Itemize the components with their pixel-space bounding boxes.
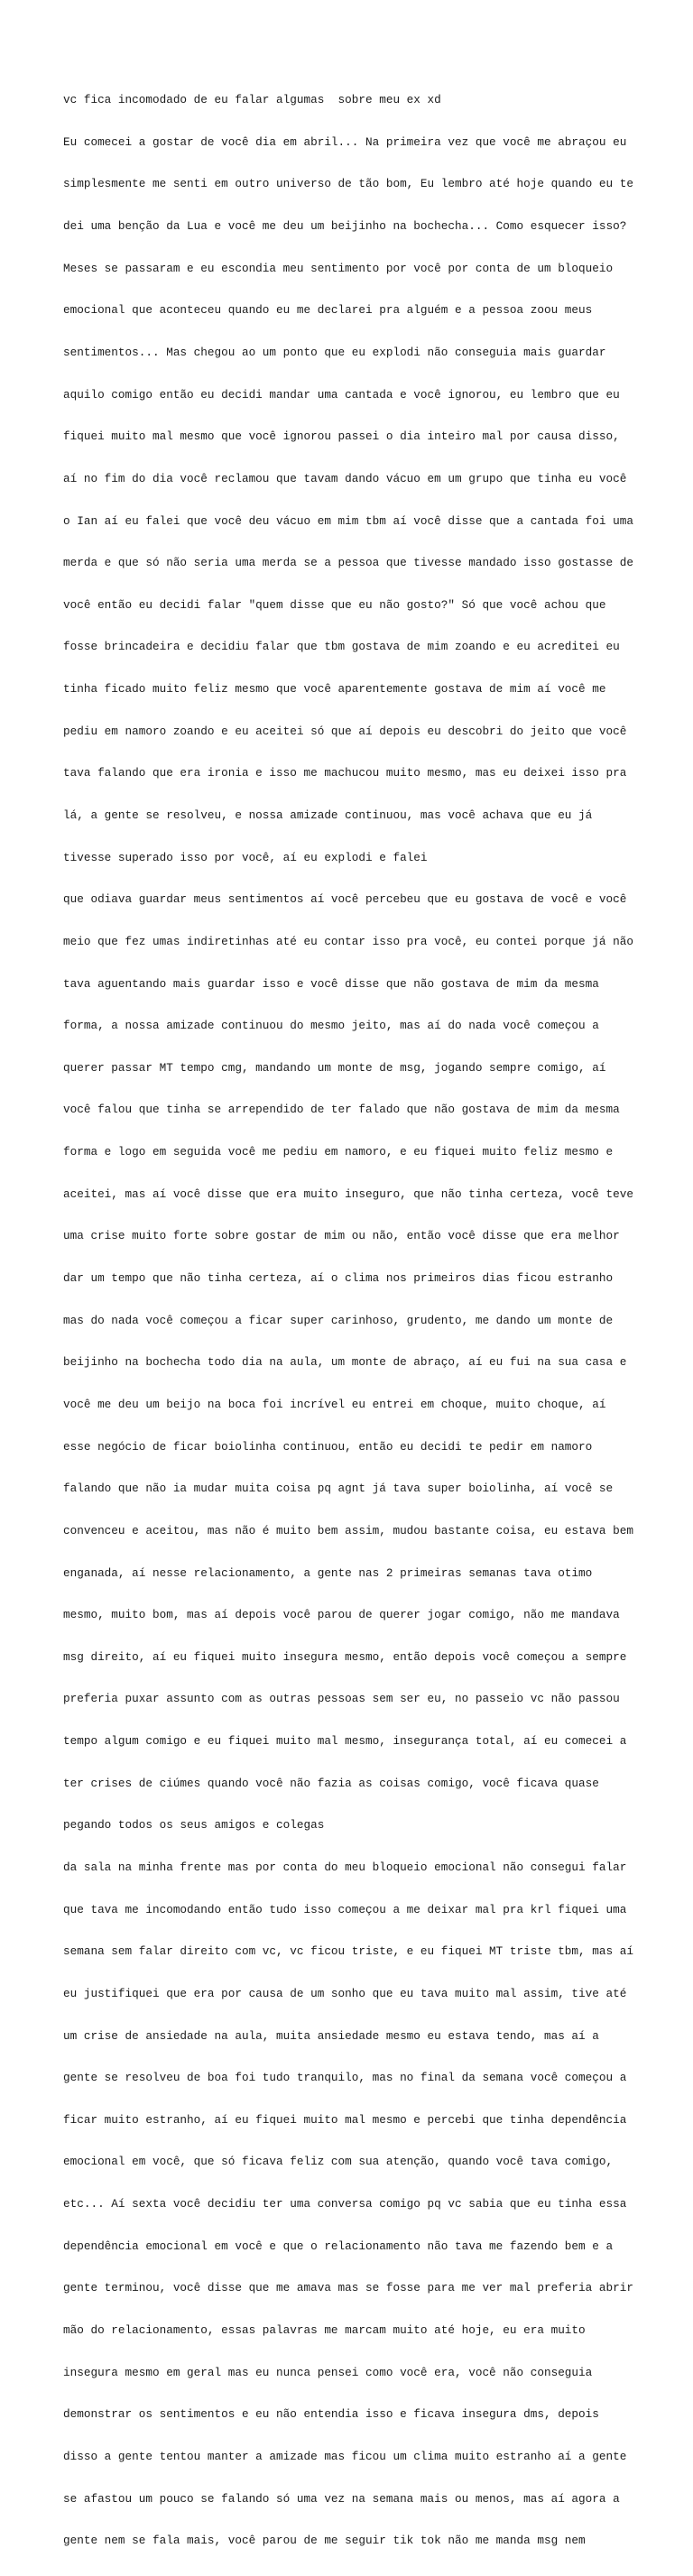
text-line: Meses se passaram e eu escondia meu sentimento por você por conta de um bloqueio <box>63 261 614 275</box>
text-line: msg direito, aí eu fiquei muito insegura mesmo, então depois você começou a sempre <box>63 1649 627 1664</box>
text-line: da sala na minha frente mas por conta do meu bloqueio emocional não consegui falar <box>63 1860 627 1874</box>
text-line: que odiava guardar meus sentimentos aí você percebeu que eu gostava de você e você <box>63 892 627 907</box>
text-line: você falou que tinha se arrependido de ter falado que não gostava de mim da mesma <box>63 1103 620 1117</box>
text-line: emocional em você, que só ficava feliz com sua atenção, quando você tava comigo, <box>63 2155 614 2169</box>
text-line: tinha ficado muito feliz mesmo que você aparentemente gostava de mim aí você me <box>63 682 606 697</box>
text-line: emocional que aconteceu quando eu me declarei pra alguém e a pessoa zoou meus <box>63 303 593 318</box>
text-line: beijinho na bochecha todo dia na aula, um monte de abraço, aí eu fui na sua casa e <box>63 1355 627 1370</box>
text-line: você então eu decidi falar "quem disse que eu não gosto?" Só que você achou que <box>63 597 606 612</box>
text-line: mão do relacionamento, essas palavras me marcam muito até hoje, eu era muito <box>63 2323 586 2338</box>
text-line: aceitei, mas aí você disse que era muito inseguro, que não tinha certeza, você teve <box>63 1186 633 1201</box>
text-line: gente terminou, você disse que me amava mas se fosse para me ver mal preferia abrir <box>63 2281 633 2295</box>
text-line: meio que fez umas indiretinhas até eu contar isso pra você, eu contei porque já não <box>63 934 633 948</box>
text-line: tempo algum comigo e eu fiquei muito mal mesmo, insegurança total, aí eu comecei a <box>63 1734 627 1749</box>
text-line: você me deu um beijo na boca foi incrível eu entrei em choque, muito choque, aí <box>63 1397 606 1411</box>
text-line: dar um tempo que não tinha certeza, aí o clima nos primeiros dias ficou estranho <box>63 1271 614 1286</box>
text-line: aí no fim do dia você reclamou que tavam dando vácuo em um grupo que tinha eu você <box>63 471 627 485</box>
text-line: gente se resolveu de boa foi tudo tranquilo, mas no final da semana você começou a <box>63 2071 627 2085</box>
text-line: ter crises de ciúmes quando você não fazia as coisas comigo, você ficava quase <box>63 1776 599 1790</box>
text-line: querer passar MT tempo cmg, mandando um monte de msg, jogando sempre comigo, aí <box>63 1060 606 1075</box>
text-line: fiquei muito mal mesmo que você ignorou passei o dia inteiro mal por causa disso, <box>63 429 620 444</box>
text-line: gente nem se fala mais, você parou de me seguir tik tok não me manda msg nem <box>63 2534 586 2548</box>
document-page <box>63 65 659 2576</box>
text-line: tava falando que era ironia e isso me machucou muito mesmo, mas eu deixei isso pra <box>63 766 627 780</box>
text-line: eu justifiquei que era por causa de um sonho que eu tava muito mal assim, tive até <box>63 1986 627 2000</box>
text-line: vc fica incomodado de eu falar algumas sobre meu ex xd <box>63 93 441 107</box>
text-line: preferia puxar assunto com as outras pessoas sem ser eu, no passeio vc não passou <box>63 1692 620 1706</box>
text-line: lá, a gente se resolveu, e nossa amizade continuou, mas você achava que eu já <box>63 808 593 822</box>
text-line: tava aguentando mais guardar isso e você disse que não gostava de mim da mesma <box>63 976 599 991</box>
text-line: esse negócio de ficar boiolinha continuou, então eu decidi te pedir em namoro <box>63 1439 593 1454</box>
document-body <box>63 65 659 2576</box>
text-line: fosse brincadeira e decidiu falar que tbm gostava de mim zoando e eu acreditei eu <box>63 640 620 654</box>
text-line: pediu em namoro zoando e eu aceitei só que aí depois eu descobri do jeito que você <box>63 724 627 738</box>
text-line: forma, a nossa amizade continuou do mesmo jeito, mas aí do nada você começou a <box>63 1019 599 1033</box>
text-line: falando que não ia mudar muita coisa pq agnt já tava super boiolinha, aí você se <box>63 1482 614 1496</box>
text-line: um crise de ansiedade na aula, muita ansiedade mesmo eu estava tendo, mas aí a <box>63 2028 599 2043</box>
text-line: merda e que só não seria uma merda se a pessoa que tivesse mandado isso gostasse de <box>63 556 633 570</box>
text-line: o Ian aí eu falei que você deu vácuo em mim tbm aí você disse que a cantada foi uma <box>63 513 633 528</box>
text-line: forma e logo em seguida você me pediu em namoro, e eu fiquei muito feliz mesmo e <box>63 1145 614 1159</box>
text-line: etc... Aí sexta você decidiu ter uma conversa comigo pq vc sabia que eu tinha essa <box>63 2197 627 2211</box>
text-line: pegando todos os seus amigos e colegas <box>63 1818 325 1833</box>
text-line: Eu comecei a gostar de você dia em abril... Na primeira vez que você me abraçou eu <box>63 134 627 149</box>
text-line: uma crise muito forte sobre gostar de mim ou não, então você disse que era melhor <box>63 1229 620 1243</box>
text-line: tivesse superado isso por você, aí eu explodi e falei <box>63 850 428 864</box>
text-line: insegura mesmo em geral mas eu nunca pensei como você era, você não conseguia <box>63 2365 593 2379</box>
text-line: que tava me incomodando então tudo isso começou a me deixar mal pra krl fiquei uma <box>63 1902 627 1916</box>
text-line: dei uma benção da Lua e você me deu um beijinho na bochecha... Como esquecer isso? <box>63 219 627 234</box>
text-line: se afastou um pouco se falando só uma vez na semana mais ou menos, mas aí agora a <box>63 2491 620 2506</box>
text-line: simplesmente me senti em outro universo de tão bom, Eu lembro até hoje quando eu te <box>63 177 633 191</box>
text-line: sentimentos... Mas chegou ao um ponto que eu explodi não conseguia mais guardar <box>63 345 606 359</box>
text-line: mesmo, muito bom, mas aí depois você parou de querer jogar comigo, não me mandava <box>63 1608 620 1622</box>
text-line: aquilo comigo então eu decidi mandar uma cantada e você ignorou, eu lembro que eu <box>63 387 620 402</box>
text-line: ficar muito estranho, aí eu fiquei muito mal mesmo e percebi que tinha dependência <box>63 2112 627 2127</box>
text-line: semana sem falar direito com vc, vc ficou triste, e eu fiquei MT triste tbm, mas aí <box>63 1944 633 1959</box>
text-line: mas do nada você começou a ficar super carinhoso, grudento, me dando um monte de <box>63 1313 614 1327</box>
text-line: convenceu e aceitou, mas não é muito bem assim, mudou bastante coisa, eu estava bem <box>63 1523 633 1537</box>
text-line: dependência emocional em você e que o relacionamento não tava me fazendo bem e a <box>63 2239 614 2253</box>
text-line: demonstrar os sentimentos e eu não entendia isso e ficava insegura dms, depois <box>63 2407 599 2422</box>
text-line: enganada, aí nesse relacionamento, a gente nas 2 primeiras semanas tava otimo <box>63 1565 593 1580</box>
text-line: disso a gente tentou manter a amizade mas ficou um clima muito estranho aí a gente <box>63 2449 627 2463</box>
